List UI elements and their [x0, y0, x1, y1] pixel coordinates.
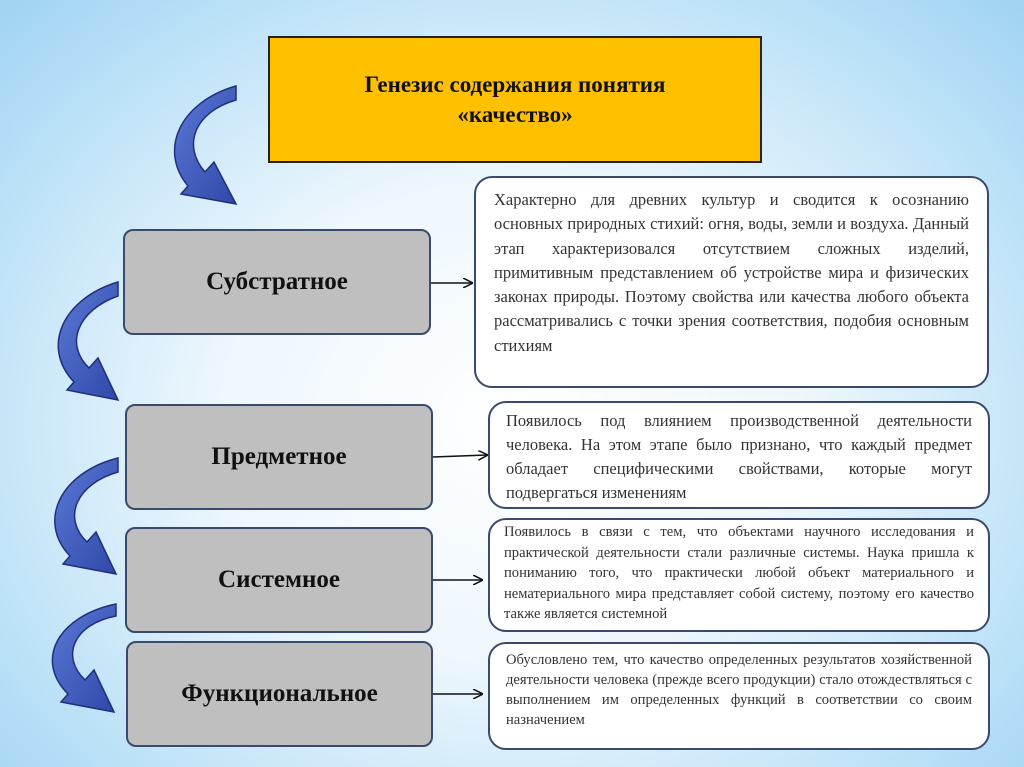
description-substrate: [474, 176, 989, 388]
description-text: Появилось под влиянием производственной деятельности человека. На этом этапе было признано, что каждый предмет обладает специфическими свойствами, которые могут подвергаться изменениям: [506, 411, 972, 502]
curved-arrow-2: [58, 282, 118, 400]
description-text: Появилось в связи с тем, что объектами научного исследования и практической деятельности стали различные системы. Наука пришла к пониманию того, что практически любой объект материального и нематериального мира представляет собой систему, поэтому его качество также является системной: [504, 524, 974, 623]
description-functional: [488, 642, 990, 750]
stage-system: [125, 527, 433, 633]
title-line-1: Генезис содержания понятия: [364, 71, 666, 97]
curved-arrow-4: [52, 604, 116, 712]
connector-arrow-2: [433, 455, 487, 457]
description-subject: [488, 401, 990, 509]
description-system: [488, 518, 990, 632]
stage-label: Системное: [218, 566, 340, 593]
curved-arrow-1: [175, 86, 236, 204]
stage-functional: [126, 641, 433, 747]
stage-label: Предметное: [211, 443, 347, 470]
stage-subject: [125, 404, 433, 510]
stage-substrate: [123, 229, 431, 335]
title-box: [268, 36, 762, 163]
title-line-2: «качество»: [457, 101, 573, 127]
curved-arrow-3: [55, 458, 118, 574]
description-text: Характерно для древних культур и сводится к осознанию основных природных стихий: огня, воды, земли и воздуха. Данный этап характеризовался отсутствием сложных изделий, примитивным представлением об устройстве мира и физических законах природы. Поэтому свойства или качества любого объекта рассматривались с точки зрения соответствия, подобия основным стихиям: [494, 190, 969, 355]
description-text: Обусловлено тем, что качество определенных результатов хозяйственной деятельности человека (прежде всего продукции) стало отождествляться с выполнением им определенных функций в соответствии со своим назначением: [506, 652, 972, 728]
stage-label: Функциональное: [181, 680, 378, 707]
stage-label: Субстратное: [206, 268, 348, 295]
